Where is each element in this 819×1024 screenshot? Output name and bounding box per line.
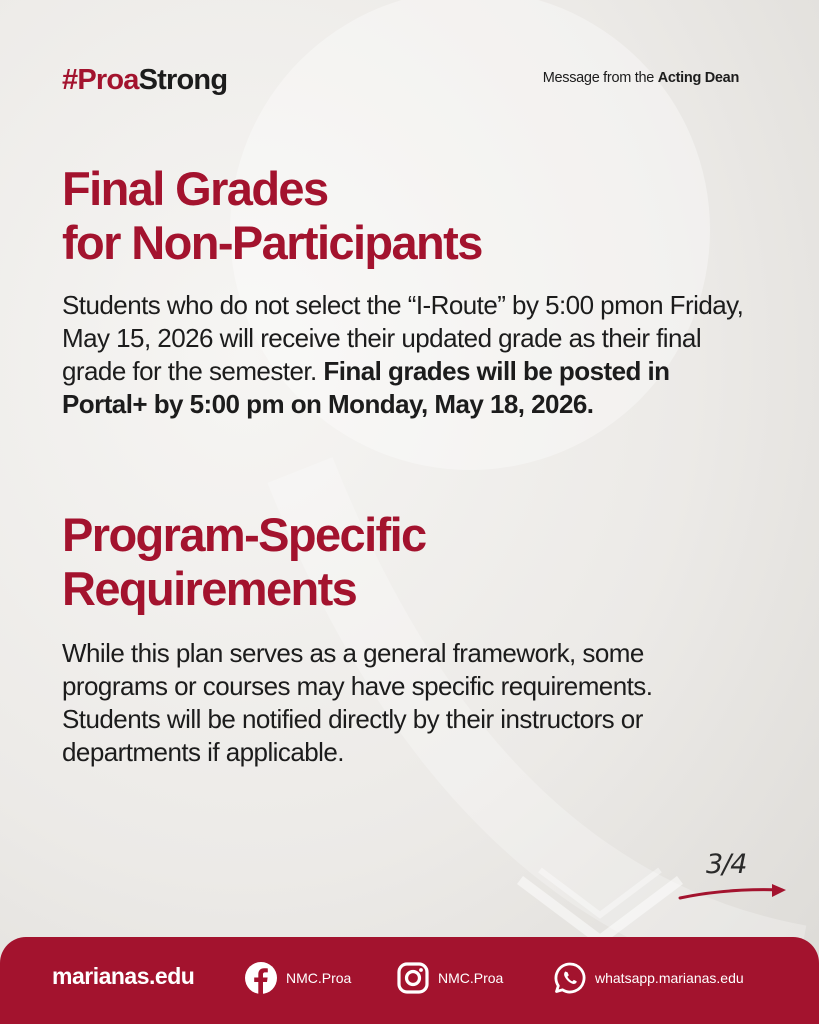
facebook-link[interactable] (244, 961, 351, 995)
final-grades-body-bold: Final grades will be posted in Portal+ by 5:00 pm on Monday, May 18, 2026. (62, 356, 670, 419)
dean-message-label (543, 70, 739, 86)
program-requirements-body: While this plan serves as a general framework, some programs or courses may have specific requirements. Students will be notified directly by their instructors or departments if applicable. (62, 638, 653, 767)
website-link[interactable]: marianas.edu (52, 963, 195, 989)
hashtag-dark-part: Strong (138, 64, 228, 96)
instagram-link[interactable] (396, 961, 503, 995)
program-requirements-heading-line2: Requirements (62, 562, 357, 615)
dean-message-title: Acting Dean (657, 70, 739, 86)
facebook-label: NMC.Proa (286, 970, 352, 986)
next-arrow-icon (678, 880, 790, 904)
whatsapp-icon (553, 961, 587, 995)
program-requirements-heading (62, 508, 426, 616)
instagram-icon (396, 961, 430, 995)
dean-message-prefix: Message from the (542, 70, 658, 86)
facebook-icon (244, 961, 278, 995)
final-grades-heading (62, 162, 482, 270)
final-grades-heading-line2: for Non-Participants (62, 216, 482, 269)
footer-bar (0, 937, 819, 1024)
program-requirements-heading-line1: Program-Specific (62, 508, 426, 561)
hashtag-proastrong (62, 62, 227, 98)
whatsapp-label: whatsapp.marianas.edu (595, 970, 744, 986)
final-grades-heading-line1: Final Grades (62, 162, 328, 215)
final-grades-body-text: Students who do not select the “I-Route” by 5:00 pmon Friday, May 15, 2026 will receive their updated grade as their final grade for the semester. (62, 290, 744, 386)
page-indicator: 3/4 (706, 849, 747, 880)
instagram-label: NMC.Proa (438, 970, 504, 986)
whatsapp-link[interactable] (553, 961, 744, 995)
hashtag-red-part: #Proa (62, 64, 139, 96)
final-grades-body (62, 289, 752, 421)
